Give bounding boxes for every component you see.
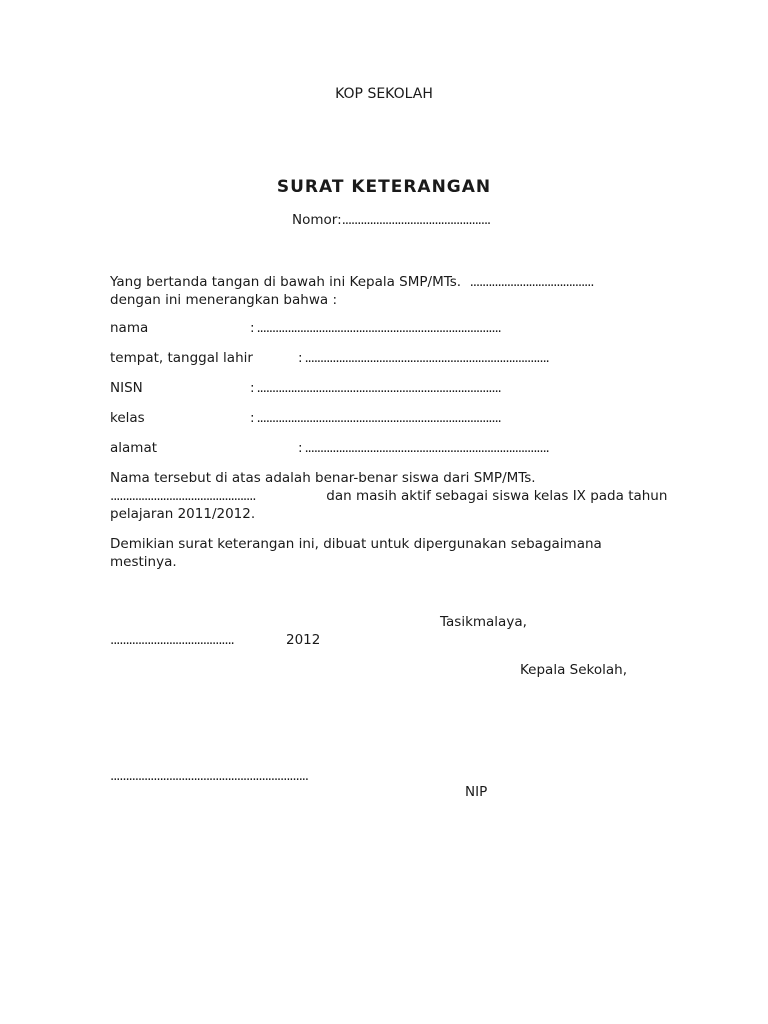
field-dots: : ............................................................................... — [298, 350, 549, 366]
name-dots: ................................................................ — [110, 768, 308, 784]
nomor-line — [292, 211, 570, 229]
para2-line1: Demikian surat keterangan ini, dibuat untuk dipergunakan sebagaimana — [110, 536, 602, 552]
signature-date — [110, 631, 320, 649]
letterhead: KOP SEKOLAH — [335, 86, 433, 102]
school-dots: ............................................... — [110, 488, 256, 504]
field-label-tempat-tanggal-lahir: tempat, tanggal lahir — [110, 350, 253, 366]
school-dots: ........................................ — [469, 274, 594, 290]
field-label-nama: nama — [110, 320, 149, 336]
para1-line3: pelajaran 2011/2012. — [110, 506, 256, 522]
intro-text: Yang bertanda tangan di bawah ini Kepala SMP/MTs. — [110, 274, 462, 290]
para2-line2: mestinya. — [110, 554, 177, 570]
para1-text: dan masih aktif sebagai siswa kelas IX pada tahun — [322, 488, 668, 504]
nomor-label: Nomor: — [292, 212, 342, 228]
field-label-kelas: kelas — [110, 410, 145, 426]
field-label-alamat: alamat — [110, 440, 158, 456]
intro-line2: dengan ini menerangkan bahwa : — [110, 292, 337, 308]
field-label-nisn: NISN — [110, 380, 143, 396]
nomor-dots: ................................................ — [341, 212, 491, 228]
field-value-nisn — [250, 379, 632, 397]
signature-role: Kepala Sekolah, — [520, 662, 627, 678]
para1-line1: Nama tersebut di atas adalah benar-benar siswa dari SMP/MTs. — [110, 470, 536, 486]
signature-place: Tasikmalaya, — [440, 614, 527, 630]
field-dots: : ............................................................................... — [250, 320, 501, 336]
document-title: SURAT KETERANGAN — [276, 177, 492, 197]
field-value-tempat-tanggal-lahir — [298, 349, 680, 367]
signature-name — [110, 767, 366, 785]
date-year: 2012 — [286, 632, 321, 648]
signature-nip: NIP — [465, 784, 488, 800]
field-value-alamat — [298, 439, 680, 457]
date-dots: ........................................ — [110, 632, 234, 648]
field-dots: : ............................................................................... — [250, 380, 501, 396]
intro-line1 — [110, 273, 652, 291]
field-dots: : ............................................................................... — [250, 410, 501, 426]
para1-line2 — [110, 487, 667, 505]
field-dots: : ............................................................................... — [298, 440, 549, 456]
field-value-nama — [250, 319, 632, 337]
field-value-kelas — [250, 409, 632, 427]
